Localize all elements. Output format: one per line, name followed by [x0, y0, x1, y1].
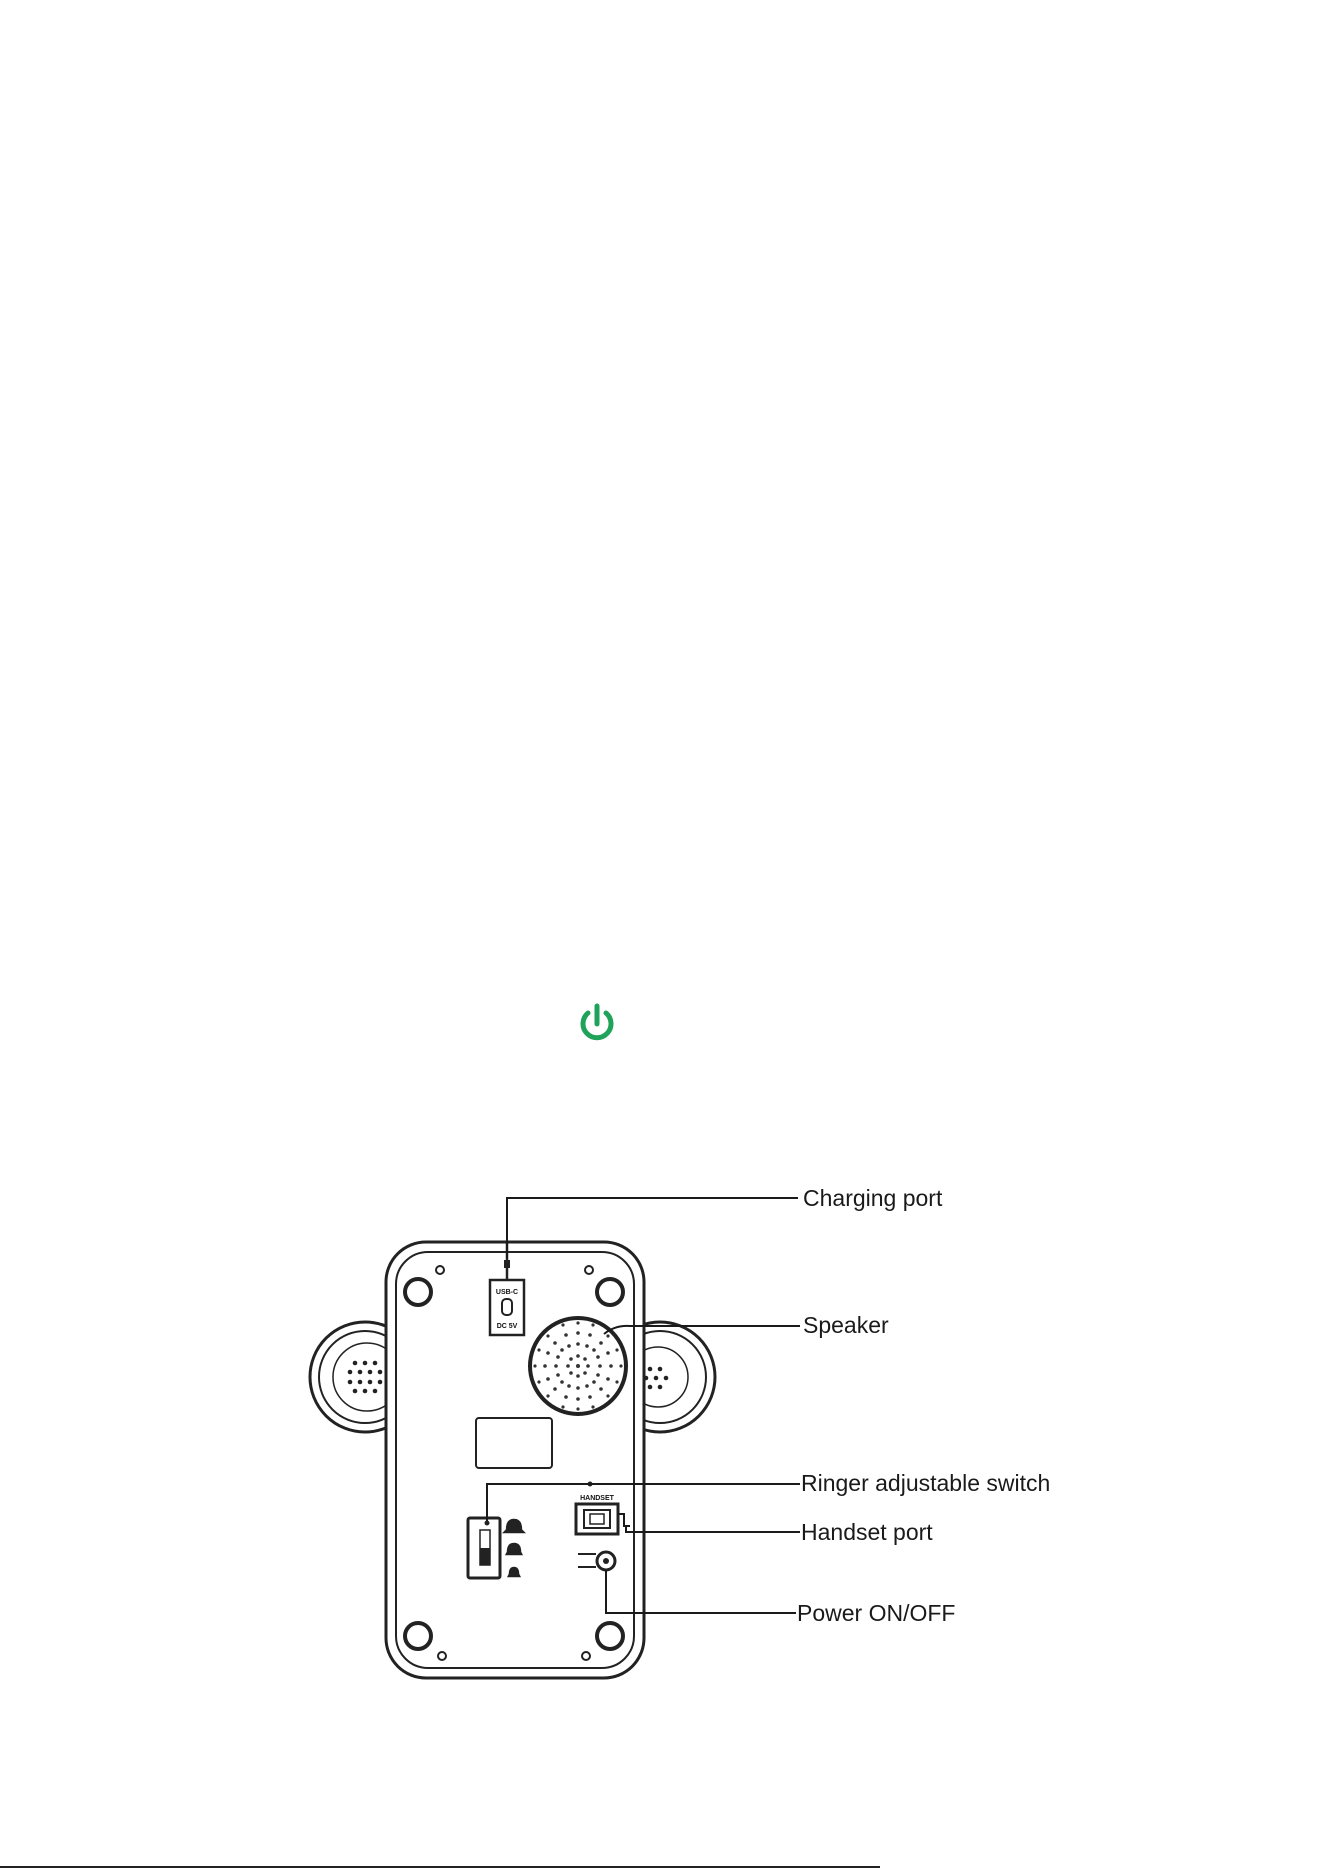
handset-port-label: Handset port [801, 1519, 933, 1545]
footer-rule [0, 1866, 880, 1868]
handset-label: HANDSET [580, 1495, 614, 1502]
dc-5v-label: DC 5V [496, 1323, 518, 1330]
speaker-grille [530, 1318, 626, 1414]
usb-c-label: USB-C [495, 1289, 519, 1296]
charging-port-label: Charging port [803, 1185, 943, 1211]
speaker-label: Speaker [803, 1312, 889, 1338]
power-label: Power ON/OFF [797, 1600, 956, 1626]
ringer-switch-label: Ringer adjustable switch [801, 1470, 1051, 1496]
